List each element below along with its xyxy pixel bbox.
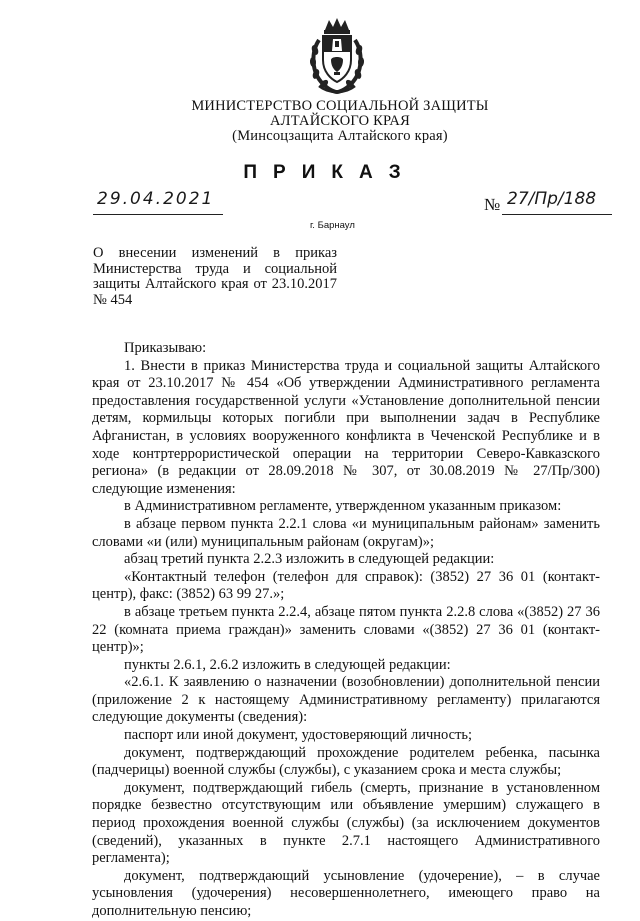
body-paragraph: в Административном регламенте, утвержденном указанным приказом: xyxy=(124,498,562,515)
body-paragraph: 1. Внести в приказ Министерства труда и социальной защиты Алтайского края от 23.10.2017 № 454 «Об утверждении Административного регламента предоставления государственной услуги «Установление дополнительной пенсии детям, кормильцы которых погибли при выполнении задач в Республике Афганистан, в условиях вооруженного конфликта в Чеченской Республике и в ходе контртеррористической операции на территории Северо-Кавказского региона» (в редакции от 28.09.2018 № 307, от 30.08.2019 № 27/Пр/300) следующие изменения: xyxy=(92,357,600,497)
ministry-header xyxy=(160,99,520,144)
coat-of-arms-emblem xyxy=(305,16,369,96)
body-paragraph: «2.6.1. К заявлению о назначении (возобновлении) дополнительной пенсии (приложение 2 к настоящему Административному регламенту) прилагаются следующие документы (сведения): xyxy=(92,674,600,726)
body-paragraph: пункты 2.6.1, 2.6.2 изложить в следующей редакции: xyxy=(124,656,451,673)
handwritten-order-number: 27/Пр/188 xyxy=(507,189,597,209)
body-paragraph: паспорт или иной документ, удостоверяющий личность; xyxy=(124,727,473,744)
order-subject: О внесении изменений в приказ Министерства труда и социальной защиты Алтайского края от 23.10.2017 № 454 xyxy=(93,245,337,308)
order-preamble: Приказываю: xyxy=(124,340,207,356)
body-paragraph: документ, подтверждающий прохождение родителем ребенка, пасынка (падчерицы) военной службы (службы), с указанием срока и места службы; xyxy=(92,744,600,779)
body-paragraph: «Контактный телефон (телефон для справок): (3852) 27 36 01 (контакт-центр), факс: (3852) 63 99 27.»; xyxy=(92,568,600,603)
document-type-title: ПРИКАЗ xyxy=(243,162,417,183)
ministry-name-line2: АЛТАЙСКОГО КРАЯ xyxy=(270,113,410,129)
ministry-short-name: (Минсоцзащита Алтайского края) xyxy=(232,128,448,144)
order-body xyxy=(92,340,600,921)
city-label: г. Барнаул xyxy=(310,220,355,231)
body-paragraph: документ, подтверждающий усыновление (удочерение), – в случае усыновления (удочерения) несовершеннолетнего, имеющего право на дополнительную пенсию; xyxy=(92,867,600,919)
body-paragraph: документ, подтверждающий гибель (смерть, признание в установленном порядке безвестно отсутствующим или объявление умершим) служащего в период прохождения военной службы (службы) (за исключением документов (сведений), указанных в пункте 2.7.1 настоящего Административного регламента); xyxy=(92,779,600,867)
body-paragraph: в абзаце первом пункта 2.2.1 слова «и муниципальным районам» заменить словами «и (или) муниципальным районам (округам)»; xyxy=(92,515,600,550)
number-sign: № xyxy=(484,195,501,214)
handwritten-date: 29.04.2021 xyxy=(97,189,215,209)
ministry-name-line1: МИНИСТЕРСТВО СОЦИАЛЬНОЙ ЗАЩИТЫ xyxy=(191,98,489,114)
body-paragraph: в абзаце третьем пункта 2.2.4, абзаце пятом пункта 2.2.8 слова «(3852) 27 36 22 (комната приема граждан)» заменить словами «(3852) 27 36 01 (контакт-центр)»; xyxy=(92,603,600,656)
body-paragraph: абзац третий пункта 2.2.3 изложить в следующей редакции: xyxy=(124,551,495,568)
